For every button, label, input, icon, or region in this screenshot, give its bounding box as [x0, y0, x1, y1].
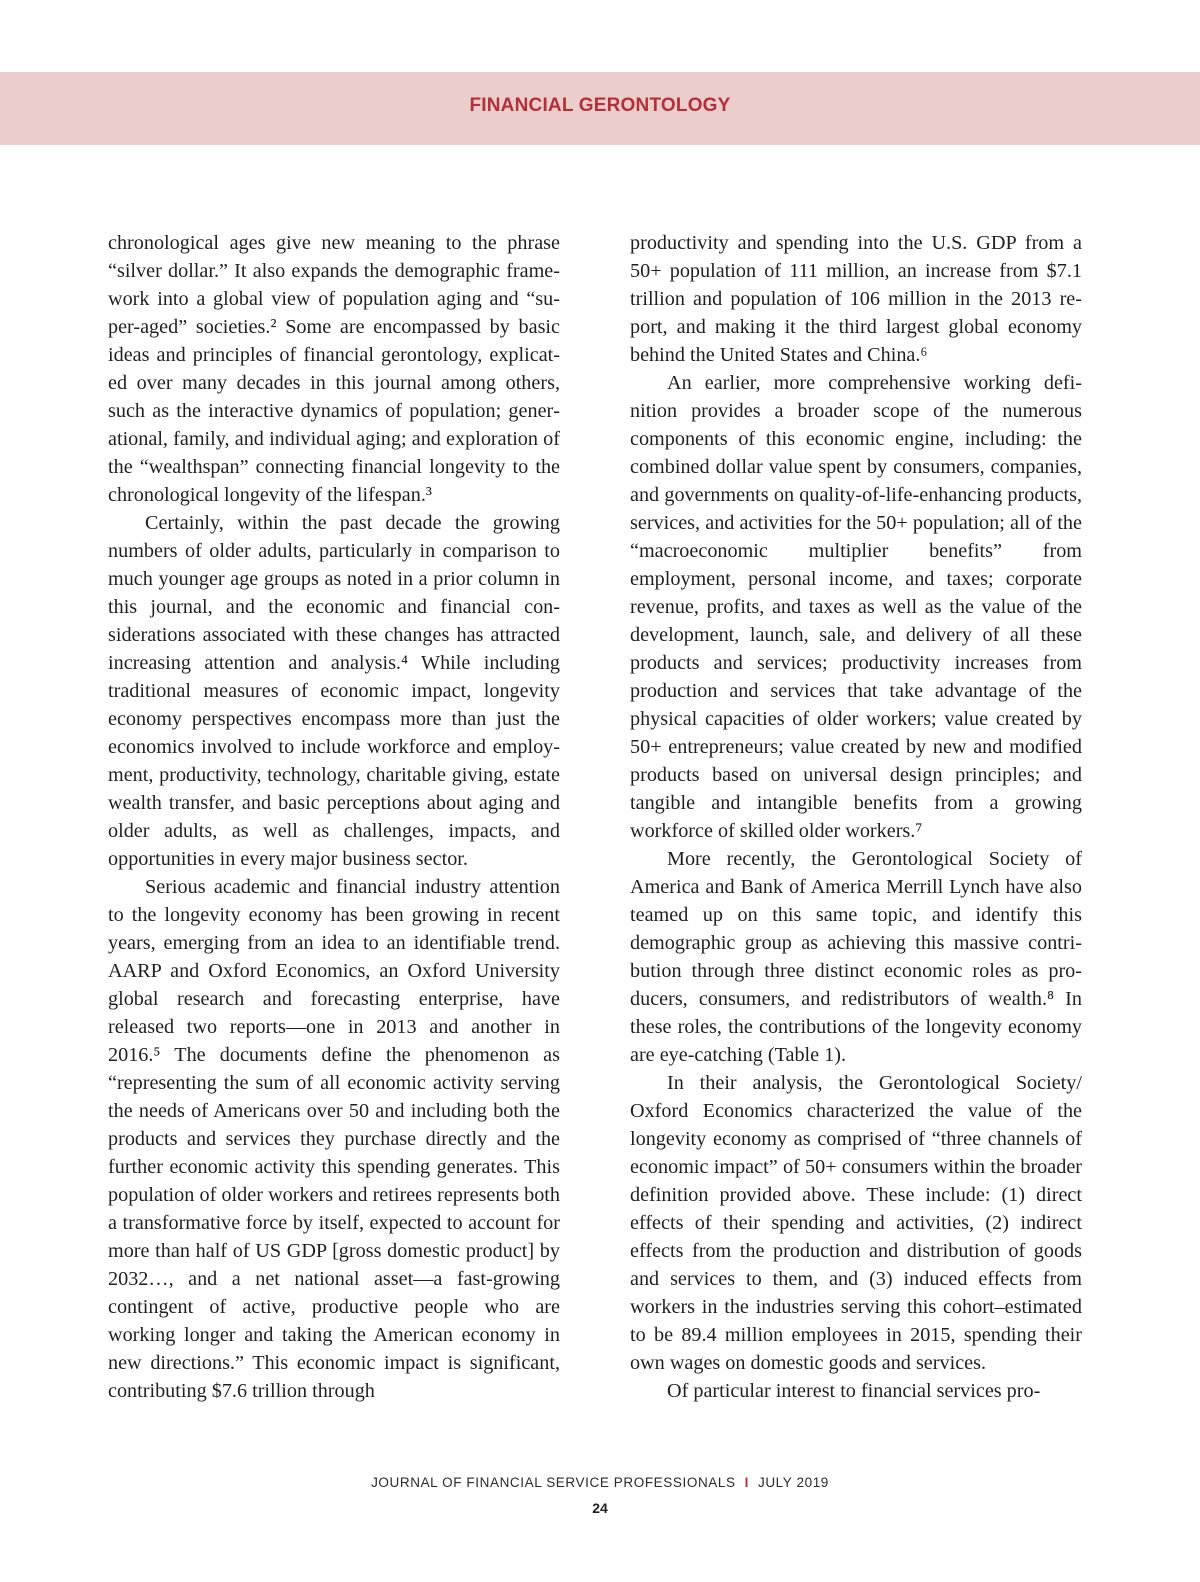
paragraph: chronological ages give new meaning to the phrase “silver dollar.” It also expands the demographic framework into a global view of population aging and “super-aged” societies.² Some are encompassed by basic ideas and principles of financial gerontology, explicated over many decades in this journal among others, such as the interactive dynamics of population; generational, family, and individual aging; and exploration of the “wealthspan” connecting financial longevity to the chronological longevity of the lifespan.³	[108, 232, 560, 506]
page-number: 24	[592, 1500, 608, 1516]
right-text-column	[630, 229, 1082, 1405]
paragraph: productivity and spending into the U.S. GDP from a 50+ population of 111 million, an increase from $7.1 trillion and population of 106 million in the 2013 report, and making it the third largest global economy behind the United States and China.⁶	[630, 232, 1082, 366]
paragraph: Certainly, within the past decade the growing numbers of older adults, particularly in comparison to much younger age groups as noted in a prior column in this journal, and the economic and financial considerations associated with these changes has attracted increasing attention and analysis.⁴ While including traditional measures of economic impact, longevity economy perspectives encompass more than just the economics involved to include workforce and employment, productivity, technology, charitable giving, estate wealth transfer, and basic perceptions about aging and older adults, as well as challenges, impacts, and opportunities in every major business sector.	[108, 512, 560, 870]
footer-separator: I	[744, 1475, 749, 1490]
issue-date: JULY 2019	[757, 1475, 829, 1490]
paragraph: An earlier, more comprehensive working definition provides a broader scope of the numerous components of this economic engine, including: the combined dollar value spent by consumers, companies, and governments on quality-of-life-enhancing products, services, and activities for the 50+ population; all of the “macroeconomic multiplier benefits” from employment, personal income, and taxes; corporate revenue, profits, and taxes as well as the value of the development, launch, sale, and delivery of all these products and services; productivity increases from production and services that take advantage of the physical capacities of older workers; value created by 50+ entrepreneurs; value created by new and modified products based on universal design principles; and tangible and intangible benefits from a growing workforce of skilled older workers.⁷	[630, 372, 1082, 842]
paragraph: Of particular interest to financial services pro-	[667, 1380, 1041, 1402]
journal-name: JOURNAL OF FINANCIAL SERVICE PROFESSIONALS	[371, 1475, 736, 1490]
running-footer	[0, 1475, 1200, 1490]
section-header-band	[0, 72, 1200, 145]
section-title: FINANCIAL GERONTOLOGY	[469, 95, 731, 116]
paragraph: In their analysis, the Gerontological Society/ Oxford Economics characterized the value of the longevity economy as comprised of “three channels of economic impact” of 50+ consumers within the broader definition provided above. These include: (1) direct effects of their spending and activities, (2) indirect effects from the production and distribution of goods and services to them, and (3) induced effects from workers in the industries serving this cohort–estimated to be 89.4 million employees in 2015, spending their own wages on domestic goods and services.	[630, 1072, 1082, 1374]
paragraph: Serious academic and financial industry attention to the longevity economy has been growing in recent years, emerging from an idea to an identifiable trend. AARP and Oxford Economics, an Oxford University global research and forecasting enterprise, have released two reports—one in 2013 and another in 2016.⁵ The documents define the phenomenon as “representing the sum of all economic activity serving the needs of Americans over 50 and including both the products and services they purchase directly and the further economic activity this spending generates. This population of older workers and retirees represents both a transformative force by itself, expected to account for more than half of US GDP [gross domestic product] by 2032…, and a net national asset—a fast-growing contingent of active, productive people who are working longer and taking the American economy in new directions.” This economic impact is significant, contributing $7.6 trillion through	[108, 876, 560, 1402]
paragraph: More recently, the Gerontological Society of America and Bank of America Merrill Lynch have also teamed up on this same topic, and identify this demographic group as achieving this massive contribution through three distinct economic roles as producers, consumers, and redistributors of wealth.⁸ In these roles, the contributions of the longevity economy are eye-catching (Table 1).	[630, 848, 1082, 1066]
left-text-column	[108, 229, 560, 1405]
